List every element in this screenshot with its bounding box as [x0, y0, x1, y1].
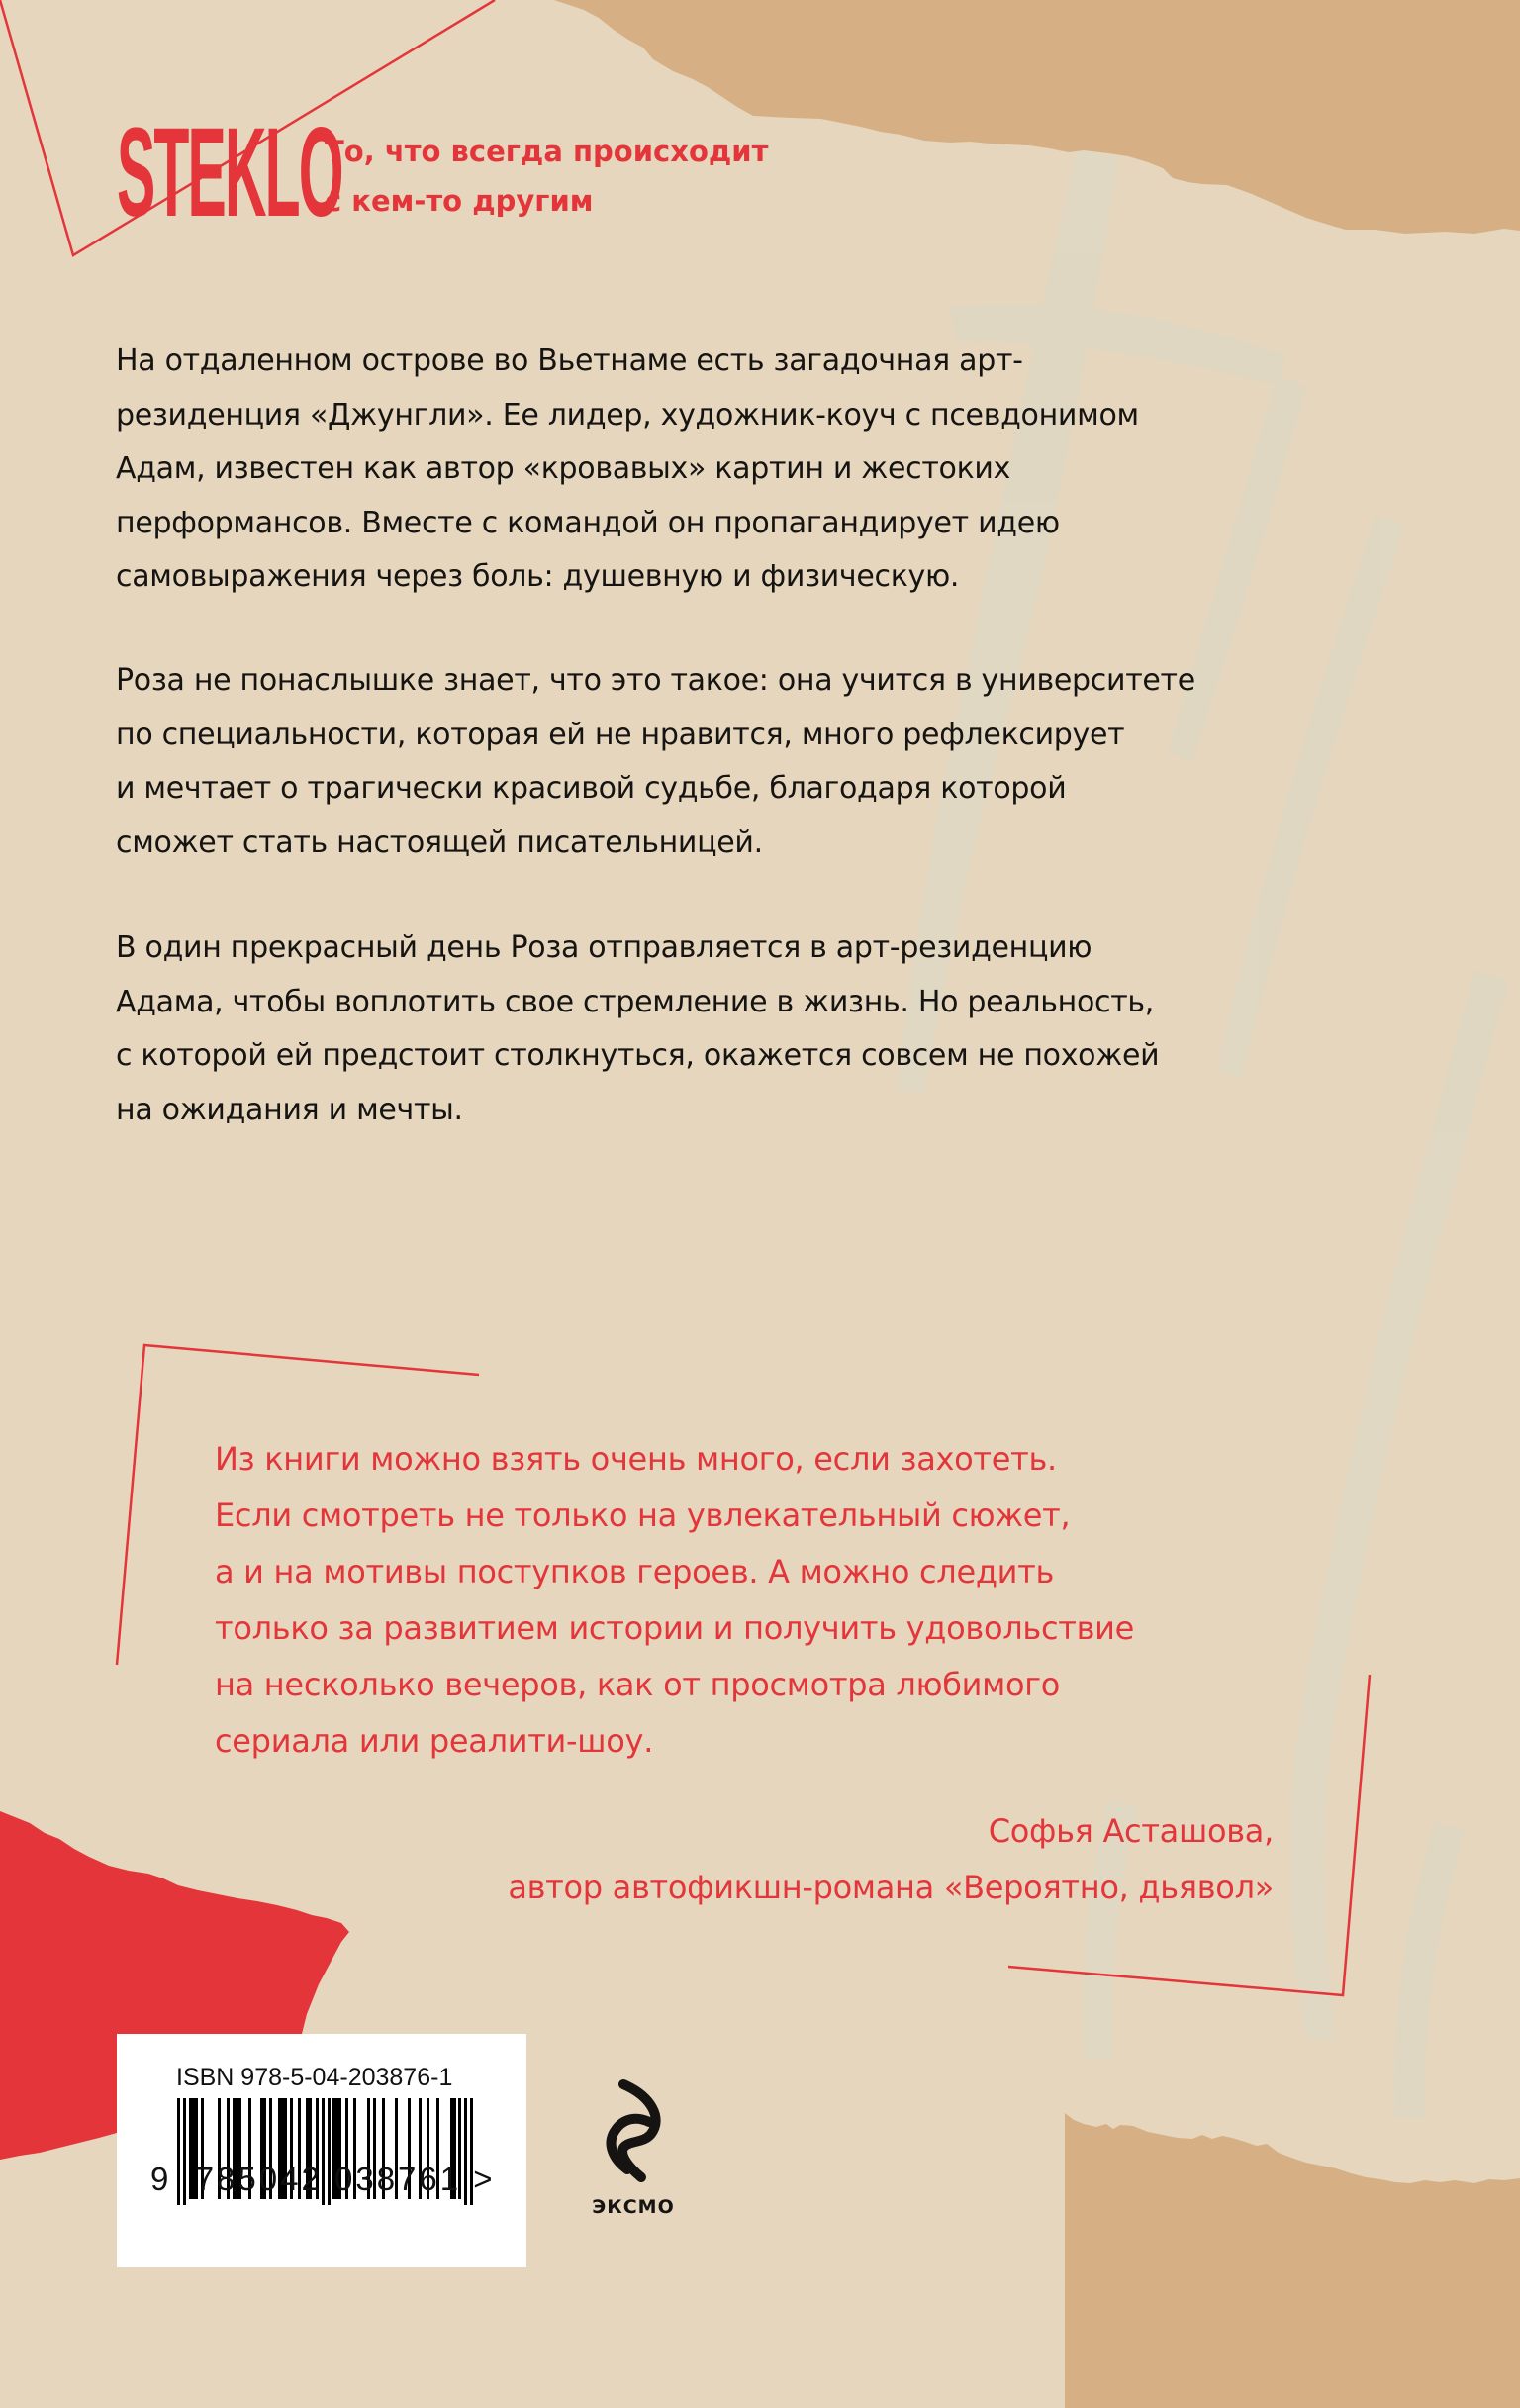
quote-attribution [508, 1803, 1274, 1916]
description-paragraph-2 [116, 654, 1402, 870]
quote-line: только за развитием истории и получить удовольствие [215, 1609, 1135, 1647]
barcode-digits [150, 2161, 496, 2198]
text-line: с которой ей предстоит столкнуться, окажется совсем не похожей [116, 1038, 1160, 1073]
eksmo-logo-icon [594, 2078, 673, 2185]
text-line: по специальности, которая ей не нравится, много рефлексирует [116, 717, 1125, 752]
torn-paper-bottom [1065, 2113, 1520, 2408]
text-line: самовыражения через боль: душевную и физическую. [116, 559, 960, 594]
barcode-digit-group: 785042 [195, 2161, 323, 2197]
text-line: Роза не понаслышке знает, что это такое: она учится в университете [116, 663, 1195, 698]
text-line: и мечтает о трагически красивой судьбе, благодаря которой [116, 771, 1067, 806]
tagline-line: с кем-то другим [325, 184, 594, 218]
text-line: На отдаленном острове во Вьетнаме есть загадочная арт- [116, 343, 1023, 378]
quote-line: сериала или реалити-шоу. [215, 1722, 654, 1760]
barcode-digit-tail: > [473, 2161, 496, 2197]
steklo-logo: STEKLO [117, 102, 342, 243]
isbn-label: ISBN 978-5-04-203876-1 [176, 2064, 453, 2091]
barcode-digit-group: 038761 [334, 2161, 462, 2197]
text-line: на ожидания и мечты. [116, 1092, 463, 1127]
quote-line: Из книги можно взять очень много, если захотеть. [215, 1440, 1057, 1478]
description-paragraph-1 [116, 335, 1402, 605]
quote-author-role: автор автофикшн-романа «Вероятно, дьявол» [508, 1869, 1274, 1906]
publisher-name: ЭКСМО [592, 2196, 675, 2218]
text-line: перформансов. Вместе с командой он пропагандирует идею [116, 505, 1060, 540]
quote-line: а и на мотивы поступков героев. А можно следить [215, 1553, 1055, 1590]
text-line: сможет стать настоящей писательницей. [116, 824, 763, 860]
text-line: Адама, чтобы воплотить свое стремление в жизнь. Но реальность, [116, 984, 1155, 1019]
brand-tagline [325, 127, 768, 226]
quote-line: на несколько вечеров, как от просмотра любимого [215, 1666, 1061, 1703]
review-quote [215, 1431, 1134, 1770]
isbn-barcode [117, 2034, 526, 2267]
description-paragraph-3 [116, 921, 1402, 1137]
text-line: резиденция «Джунгли». Ее лидер, художник-коуч с псевдонимом [116, 397, 1139, 433]
tagline-line: То, что всегда происходит [325, 135, 769, 168]
publisher-logo [579, 2078, 688, 2218]
quote-author: Софья Асташова, [988, 1812, 1274, 1850]
text-line: Адам, известен как автор «кровавых» картин и жестоких [116, 451, 1011, 486]
quote-line: Если смотреть не только на увлекательный сюжет, [215, 1496, 1071, 1534]
barcode-digit-lead: 9 [150, 2161, 172, 2197]
text-line: В один прекрасный день Роза отправляется в арт-резиденцию [116, 930, 1092, 965]
